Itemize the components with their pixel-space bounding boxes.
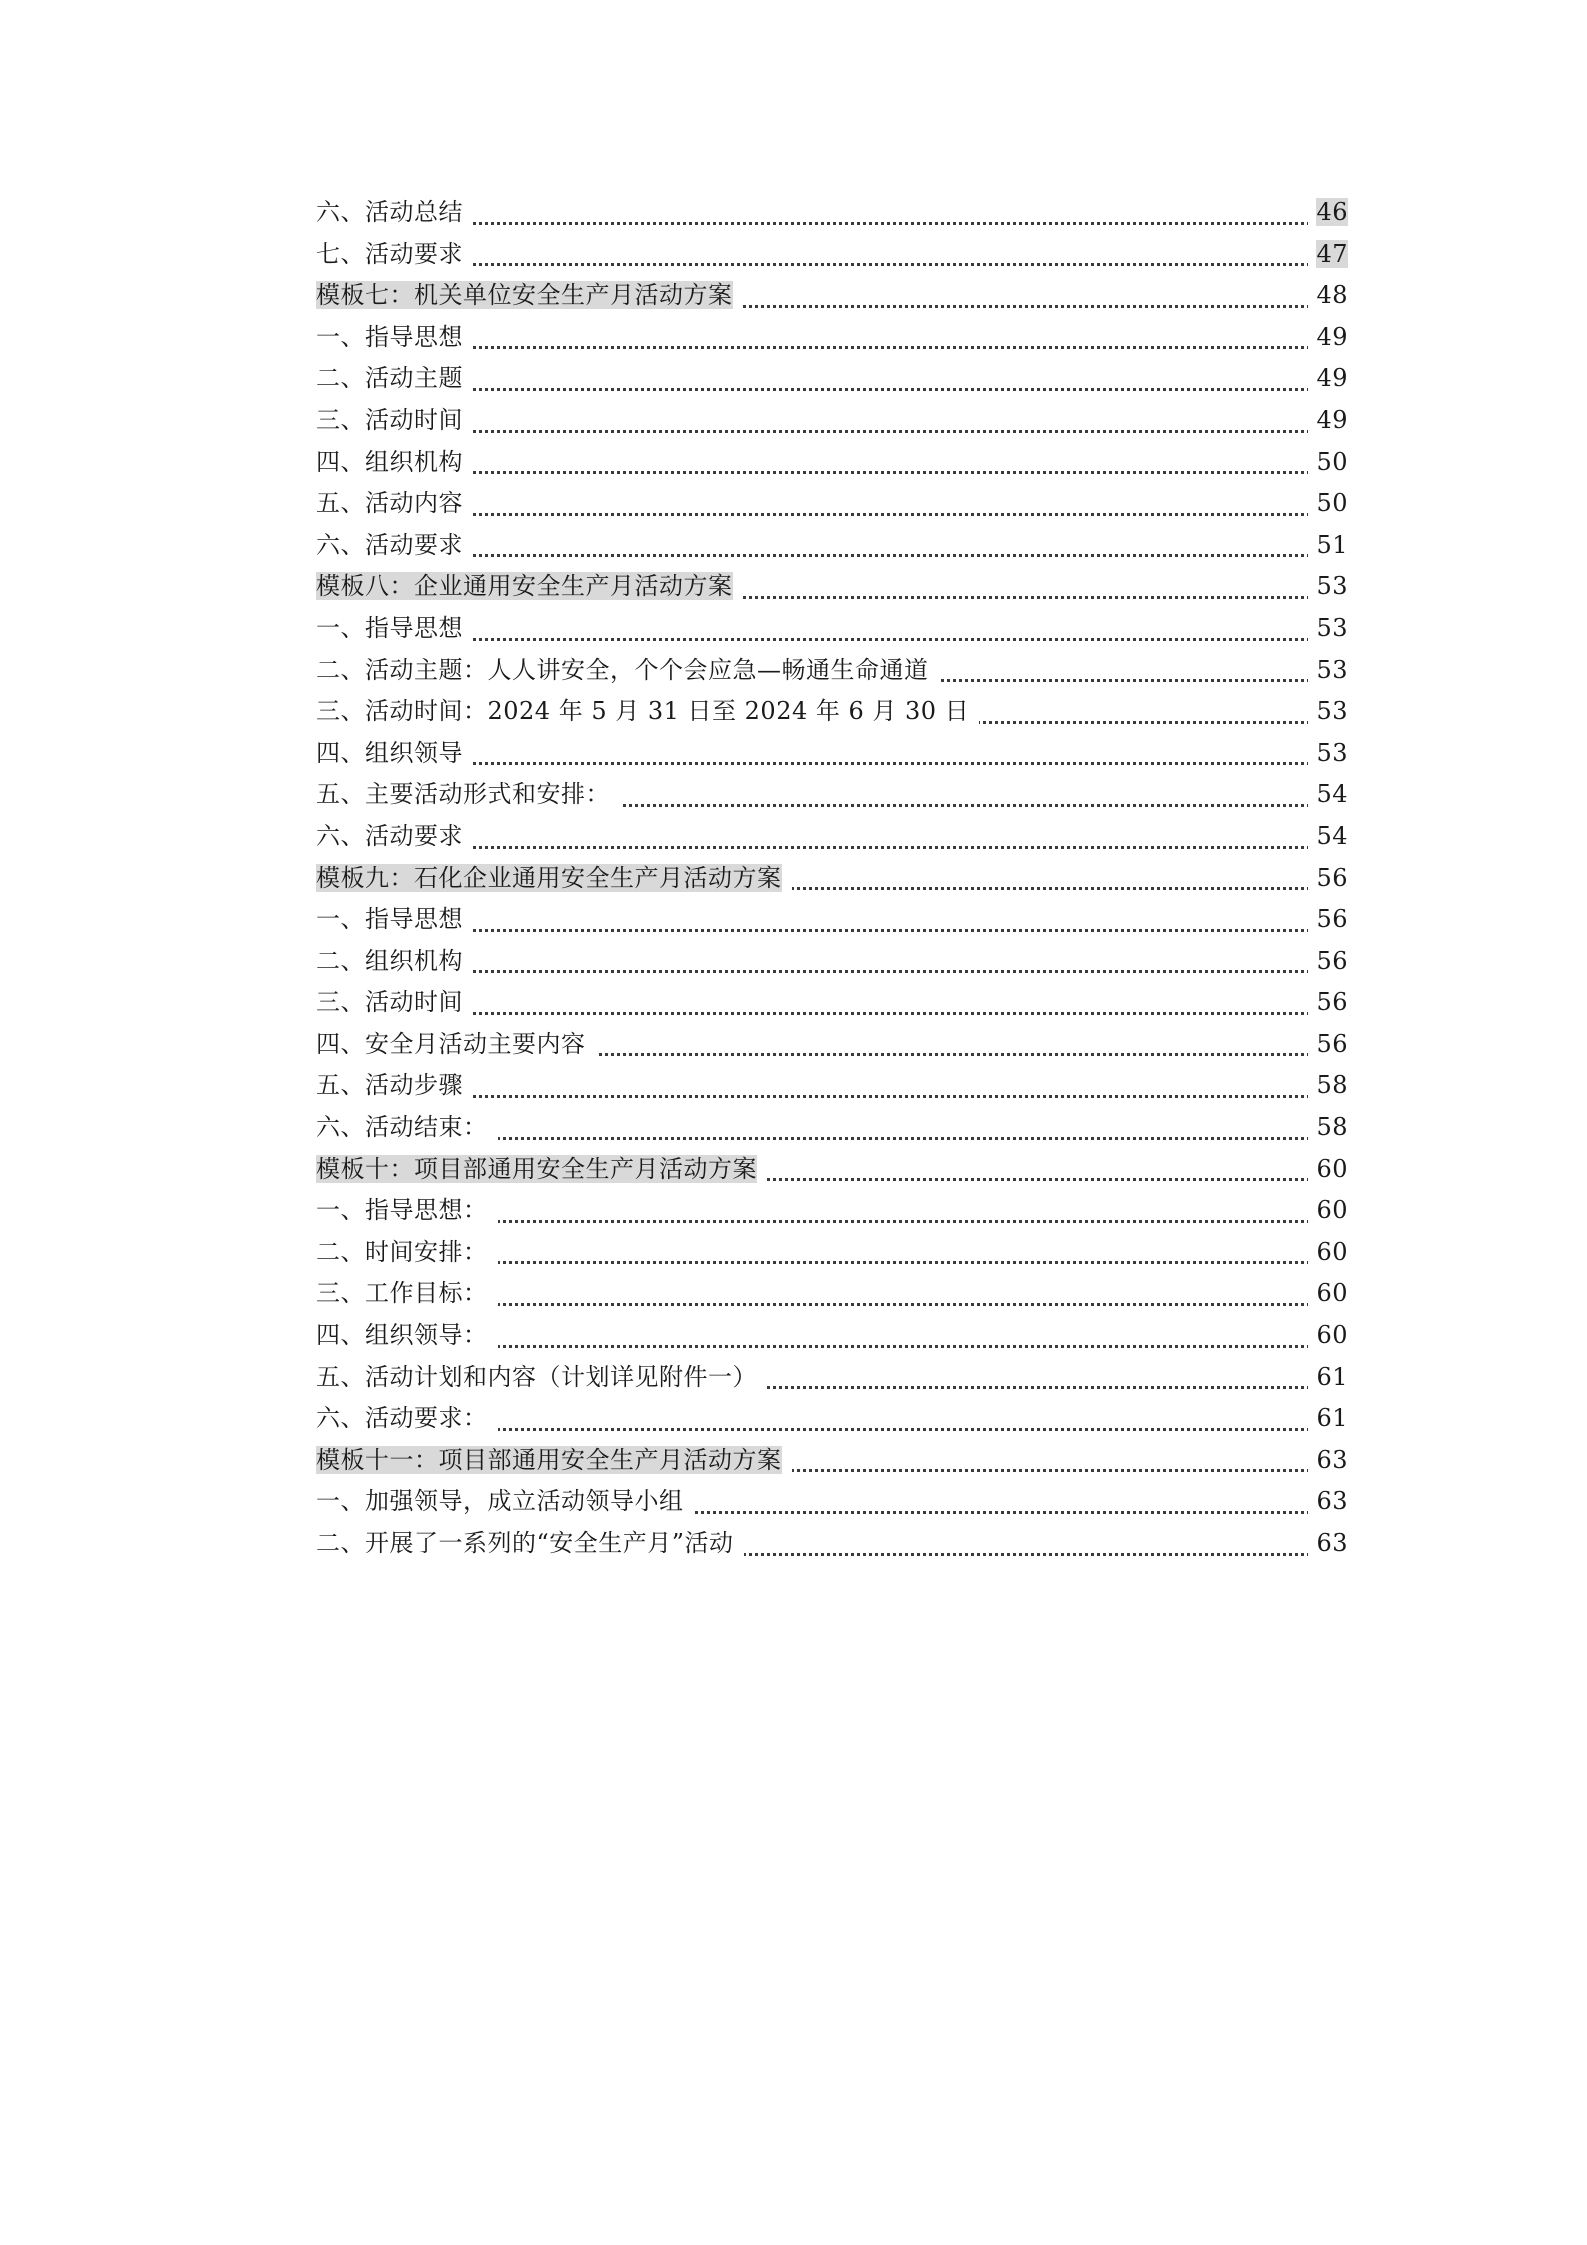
toc-entry-title-wrap	[316, 275, 743, 317]
toc-entry-title-wrap	[316, 192, 473, 234]
toc-page-number: 54	[1316, 821, 1348, 850]
toc-entry[interactable]	[316, 1065, 1348, 1107]
toc-page-number: 56	[1316, 905, 1348, 934]
toc-page-number: 63	[1316, 1487, 1348, 1516]
toc-entry-title: 五、活动内容	[316, 489, 463, 518]
toc-entry-title: 五、活动步骤	[316, 1071, 463, 1100]
toc-page-number-wrap	[1308, 1315, 1348, 1357]
toc-entry-title: 三、工作目标：	[316, 1279, 488, 1308]
toc-entry-title: 四、组织机构	[316, 447, 463, 476]
toc-page-number-wrap	[1308, 899, 1348, 941]
toc-page-number: 47	[1316, 239, 1348, 268]
toc-entry[interactable]	[316, 733, 1348, 775]
toc-entry-title-wrap	[316, 899, 473, 941]
toc-entry-title-wrap	[316, 1357, 767, 1399]
toc-entry-title: 四、组织领导：	[316, 1321, 488, 1350]
toc-page-number-wrap	[1308, 608, 1348, 650]
toc-page-number: 63	[1316, 1445, 1348, 1474]
toc-entry-title: 二、组织机构	[316, 946, 463, 975]
toc-page-number: 60	[1316, 1237, 1348, 1266]
toc-page-number: 53	[1316, 697, 1348, 726]
toc-entry[interactable]	[316, 1523, 1348, 1565]
toc-page-number: 49	[1316, 405, 1348, 434]
toc-entry-title-wrap	[316, 774, 620, 816]
toc-entry-title-wrap	[316, 733, 473, 775]
toc-page-number-wrap	[1308, 650, 1348, 692]
toc-entry-title-wrap	[316, 1190, 498, 1232]
toc-entry-title-wrap	[316, 1440, 792, 1482]
toc-entry-title: 六、活动要求	[316, 530, 463, 559]
toc-page-number-wrap	[1308, 941, 1348, 983]
toc-entry-title-wrap	[316, 691, 979, 733]
toc-page-number-wrap	[1308, 525, 1348, 567]
toc-entry-title: 一、指导思想	[316, 613, 463, 642]
toc-entry-title-wrap	[316, 400, 473, 442]
toc-entry[interactable]	[316, 525, 1348, 567]
toc-page-number-wrap	[1308, 1523, 1348, 1565]
toc-entry[interactable]	[316, 1315, 1348, 1357]
toc-page-number-wrap	[1308, 858, 1348, 900]
toc-entry[interactable]	[316, 1398, 1348, 1440]
toc-entry-title-wrap	[316, 234, 473, 276]
toc-entry[interactable]	[316, 400, 1348, 442]
toc-page-number-wrap	[1308, 1398, 1348, 1440]
toc-entry[interactable]	[316, 941, 1348, 983]
toc-entry-title-wrap	[316, 1523, 744, 1565]
toc-entry-title: 模板九：石化企业通用安全生产月活动方案	[316, 863, 782, 892]
toc-entry[interactable]	[316, 483, 1348, 525]
toc-entry[interactable]	[316, 234, 1348, 276]
toc-entry[interactable]	[316, 816, 1348, 858]
toc-entry-title: 二、活动主题：人人讲安全，个个会应急—畅通生命通道	[316, 655, 929, 684]
toc-entry-title-wrap	[316, 1398, 498, 1440]
toc-entry-title: 二、时间安排：	[316, 1237, 488, 1266]
toc-entry[interactable]	[316, 774, 1348, 816]
toc-page-number-wrap	[1308, 358, 1348, 400]
toc-entry-title: 一、指导思想：	[316, 1196, 488, 1225]
toc-entry-title: 六、活动要求：	[316, 1404, 488, 1433]
toc-entry-title-wrap	[316, 1315, 498, 1357]
toc-entry[interactable]	[316, 691, 1348, 733]
toc-entry[interactable]	[316, 192, 1348, 234]
toc-entry-title: 六、活动总结	[316, 198, 463, 226]
toc-entry[interactable]	[316, 1190, 1348, 1232]
toc-entry-title-wrap	[316, 1107, 498, 1149]
toc-entry-title: 三、活动时间	[316, 988, 463, 1017]
toc-page-number-wrap	[1308, 1107, 1348, 1149]
toc-entry-title: 二、开展了一系列的“安全生产月”活动	[316, 1529, 734, 1557]
toc-page-number-wrap	[1308, 317, 1348, 359]
toc-entry-title-wrap	[316, 608, 473, 650]
toc-entry-title-wrap	[316, 1481, 694, 1523]
toc-page-number-wrap	[1308, 400, 1348, 442]
toc-entry[interactable]	[316, 1232, 1348, 1274]
toc-entry-title-wrap	[316, 1024, 596, 1066]
toc-page-number-wrap	[1308, 1024, 1348, 1066]
toc-entry-title-wrap	[316, 358, 473, 400]
toc-page-number: 50	[1316, 447, 1348, 476]
toc-page-number-wrap	[1308, 566, 1348, 608]
toc-entry-title: 模板十：项目部通用安全生产月活动方案	[316, 1154, 757, 1183]
toc-entry[interactable]	[316, 982, 1348, 1024]
toc-entry-title-wrap	[316, 1273, 498, 1315]
toc-page-number-wrap	[1308, 816, 1348, 858]
toc-page-number: 60	[1316, 1154, 1348, 1183]
toc-entry-title: 一、指导思想	[316, 322, 463, 351]
toc-entry[interactable]	[316, 1440, 1348, 1482]
toc-page-number: 49	[1316, 322, 1348, 351]
toc-page-number: 61	[1316, 1362, 1348, 1391]
toc-entry-title: 三、活动时间	[316, 405, 463, 434]
toc-page-number: 56	[1316, 946, 1348, 975]
toc-entry-title-wrap	[316, 982, 473, 1024]
toc-entry[interactable]	[316, 442, 1348, 484]
toc-page-number: 60	[1316, 1321, 1348, 1350]
toc-entry-title: 三、活动时间：2024 年 5 月 31 日至 2024 年 6 月 30 日	[316, 697, 970, 726]
toc-page-number: 56	[1316, 988, 1348, 1017]
toc-entry[interactable]	[316, 899, 1348, 941]
toc-page-number: 53	[1316, 738, 1348, 767]
toc-page-number-wrap	[1308, 192, 1348, 234]
toc-page-number: 60	[1316, 1196, 1348, 1225]
toc-page-number: 46	[1316, 198, 1348, 226]
toc-page-number-wrap	[1308, 774, 1348, 816]
toc-page-number-wrap	[1308, 234, 1348, 276]
toc-page-number: 49	[1316, 364, 1348, 393]
toc-page-number-wrap	[1308, 1481, 1348, 1523]
toc-entry[interactable]	[316, 1481, 1348, 1523]
toc-entry[interactable]	[316, 1357, 1348, 1399]
toc-entry-title-wrap	[316, 566, 743, 608]
toc-page-number-wrap	[1308, 691, 1348, 733]
toc-page-number-wrap	[1308, 1149, 1348, 1191]
toc-entry-title: 四、安全月活动主要内容	[316, 1029, 586, 1058]
toc-page-number: 58	[1316, 1113, 1348, 1142]
toc-page-number: 53	[1316, 572, 1348, 601]
toc-entry-title-wrap	[316, 1065, 473, 1107]
toc-entry-title: 七、活动要求	[316, 239, 463, 268]
toc-page-number: 50	[1316, 489, 1348, 518]
toc-entry-title-wrap	[316, 941, 473, 983]
toc-entry[interactable]	[316, 566, 1348, 608]
toc-page-number-wrap	[1308, 982, 1348, 1024]
toc-entry-title: 模板七：机关单位安全生产月活动方案	[316, 281, 733, 310]
toc-entry[interactable]	[316, 1273, 1348, 1315]
toc-page-number: 53	[1316, 655, 1348, 684]
toc-page-number-wrap	[1308, 1232, 1348, 1274]
toc-page-number: 63	[1316, 1529, 1348, 1557]
toc-entry[interactable]	[316, 1107, 1348, 1149]
toc-page-number: 53	[1316, 613, 1348, 642]
toc-entry-title: 六、活动结束：	[316, 1113, 488, 1142]
toc-entry[interactable]	[316, 317, 1348, 359]
toc-entry-title-wrap	[316, 816, 473, 858]
toc-page-number: 48	[1316, 281, 1348, 310]
toc-page-number-wrap	[1308, 1190, 1348, 1232]
toc-entry[interactable]	[316, 1149, 1348, 1191]
toc-entry-title: 五、活动计划和内容（计划详见附件一）	[316, 1362, 757, 1391]
toc-page-number: 60	[1316, 1279, 1348, 1308]
toc-page-number-wrap	[1308, 442, 1348, 484]
toc-entry-title: 二、活动主题	[316, 364, 463, 393]
toc-entry-title: 一、加强领导，成立活动领导小组	[316, 1487, 684, 1516]
toc-entry-title: 模板十一：项目部通用安全生产月活动方案	[316, 1445, 782, 1474]
toc-entry-title-wrap	[316, 1149, 767, 1191]
toc-entry[interactable]	[316, 275, 1348, 317]
toc-entry[interactable]	[316, 858, 1348, 900]
toc-entry-title: 模板八：企业通用安全生产月活动方案	[316, 572, 733, 601]
toc-page-number: 61	[1316, 1404, 1348, 1433]
toc-entry-title: 一、指导思想	[316, 905, 463, 934]
toc-page-number-wrap	[1308, 1065, 1348, 1107]
toc-entry-title-wrap	[316, 317, 473, 359]
toc-page-number: 56	[1316, 863, 1348, 892]
toc-entry-title-wrap	[316, 858, 792, 900]
toc-entry-title-wrap	[316, 650, 939, 692]
toc-entry[interactable]	[316, 358, 1348, 400]
toc-page-number-wrap	[1308, 1273, 1348, 1315]
table-of-contents	[316, 192, 1348, 1565]
toc-entry[interactable]	[316, 1024, 1348, 1066]
toc-page-number: 54	[1316, 780, 1348, 809]
toc-page-number-wrap	[1308, 483, 1348, 525]
toc-page-number: 58	[1316, 1071, 1348, 1100]
toc-entry-title-wrap	[316, 483, 473, 525]
toc-page-number: 56	[1316, 1029, 1348, 1058]
toc-page-number-wrap	[1308, 1440, 1348, 1482]
toc-entry-title-wrap	[316, 525, 473, 567]
toc-page-number: 51	[1316, 530, 1348, 559]
toc-entry-title-wrap	[316, 1232, 498, 1274]
toc-entry-title: 四、组织领导	[316, 738, 463, 767]
toc-page-number-wrap	[1308, 1357, 1348, 1399]
toc-entry[interactable]	[316, 608, 1348, 650]
toc-entry-title-wrap	[316, 442, 473, 484]
toc-entry[interactable]	[316, 650, 1348, 692]
toc-entry-title: 六、活动要求	[316, 821, 463, 850]
toc-page-number-wrap	[1308, 733, 1348, 775]
toc-page-number-wrap	[1308, 275, 1348, 317]
toc-entry-title: 五、主要活动形式和安排：	[316, 780, 610, 809]
